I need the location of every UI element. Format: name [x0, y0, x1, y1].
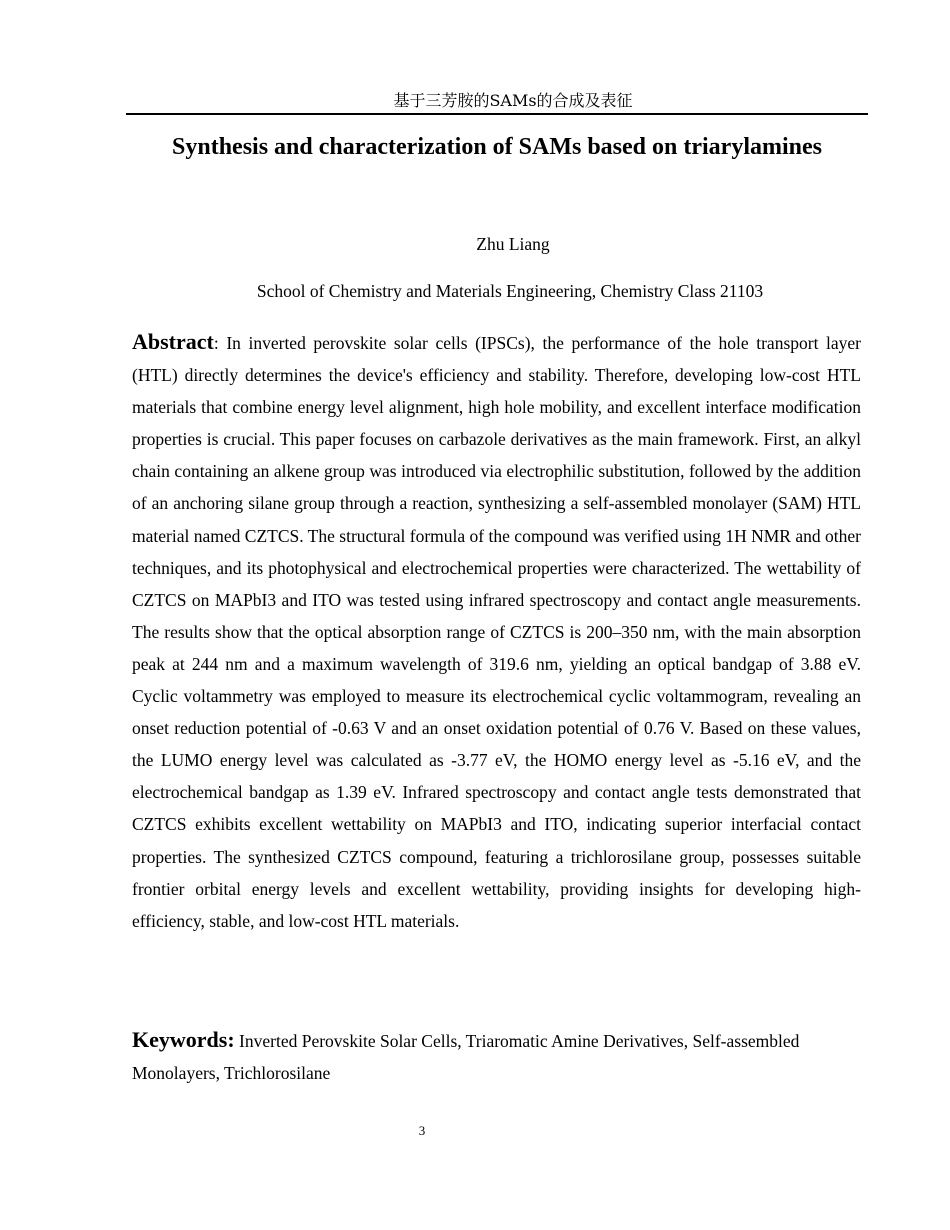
header-rule	[126, 113, 868, 115]
page-number: 3	[418, 1123, 426, 1138]
running-header: 基于三芳胺的SAMs的合成及表征	[393, 91, 633, 110]
author-affiliation: School of Chemistry and Materials Engineering, Chemistry Class 21103	[256, 281, 764, 301]
keywords-paragraph	[132, 1024, 861, 1089]
keywords-text: Inverted Perovskite Solar Cells, Triaromatic Amine Derivatives, Self-assembled Monolayers, Trichlorosilane	[132, 1031, 800, 1083]
abstract-separator: :	[213, 333, 227, 353]
abstract-label: Abstract	[132, 329, 214, 354]
paper-title: Synthesis and characterization of SAMs based on triarylamines	[172, 134, 822, 160]
abstract-paragraph	[132, 326, 861, 937]
abstract-text: In inverted perovskite solar cells (IPSCs), the performance of the hole transport layer (HTL) directly determines the device's efficiency and stability. Therefore, developing low-cost HTL materials that combine energy level alignment, high hole mobility, and excellent interface modification properties is crucial. This paper focuses on carbazole derivatives as the main framework. First, an alkyl chain containing an alkene group was introduced via electrophilic substitution, followed by the addition of an anchoring silane group through a reaction, synthesizing a self-assembled monolayer (SAM) HTL material named CZTCS. The structural formula of the compound was verified using 1H NMR and other techniques, and its photophysical and electrochemical properties were characterized. The wettability of CZTCS on MAPbI3 and ITO was tested using infrared spectroscopy and contact angle measurements. The results show that the optical absorption range of CZTCS is 200–350 nm, with the main absorption peak at 244 nm and a maximum wavelength of 319.6 nm, yielding an optical bandgap of 3.88 eV. Cyclic voltammetry was employed to measure its electrochemical cyclic voltammogram, revealing an onset reduction potential of -0.63 V and an onset oxidation potential of 0.76 V. Based on these values, the LUMO energy level was calculated as -3.77 eV, the HOMO energy level as -5.16 eV, and the electrochemical bandgap as 1.39 eV. Infrared spectroscopy and contact angle tests demonstrated that CZTCS exhibits excellent wettability on MAPbI3 and ITO, indicating superior interfacial contact properties. The synthesized CZTCS compound, featuring a trichlorosilane group, possesses suitable frontier orbital energy levels and excellent wettability, providing insights for developing high-efficiency, stable, and low-cost HTL materials.	[132, 333, 862, 931]
keywords-label: Keywords:	[132, 1027, 235, 1052]
author-name: Zhu Liang	[476, 234, 550, 254]
